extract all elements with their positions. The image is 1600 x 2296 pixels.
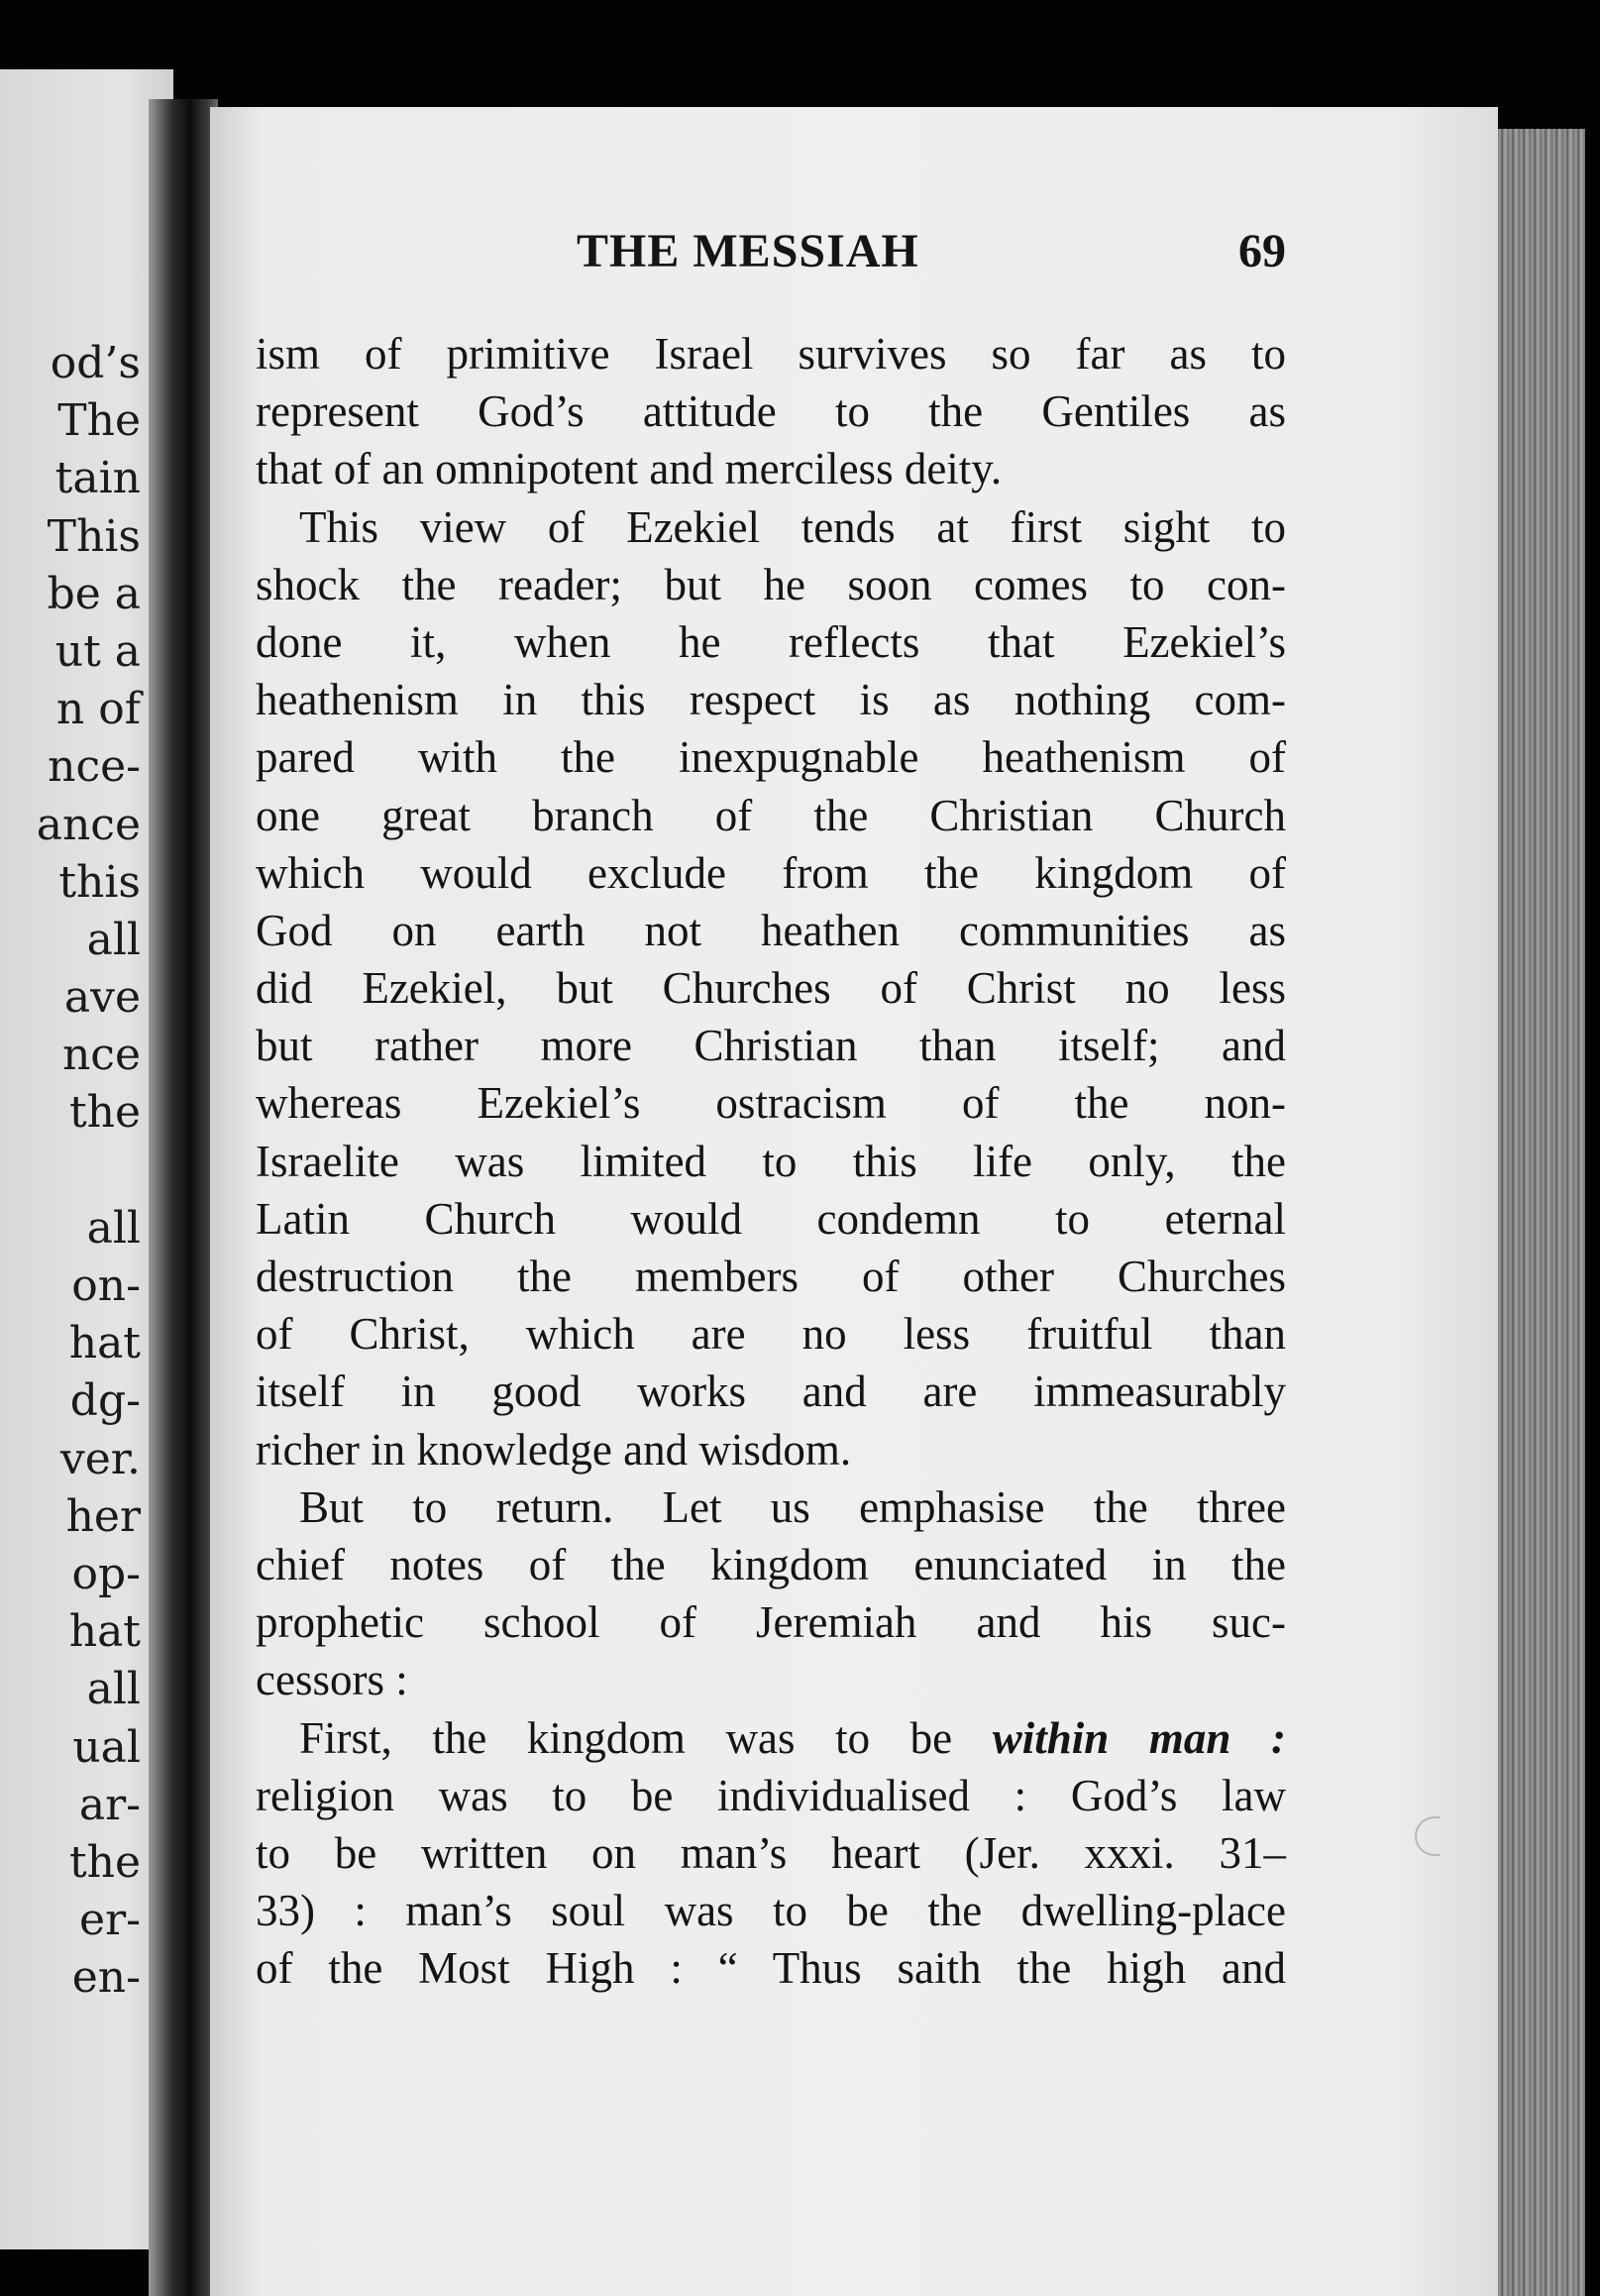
previous-page-line: er-	[79, 1895, 141, 1946]
text-line: Latin Church would condemn to eternal	[256, 1193, 1286, 1244]
text-line: itself in good works and are immeasurably	[256, 1367, 1286, 1417]
text-line: This view of Ezekiel tends at first sight to	[299, 501, 1286, 552]
previous-page-line-ends	[0, 335, 141, 2007]
previous-page-line: tain	[54, 453, 141, 504]
text-line: richer in knowledge and wisdom.	[256, 1424, 852, 1475]
text-line: did Ezekiel, but Churches of Christ no less	[256, 963, 1286, 1014]
page-edges	[1486, 129, 1585, 2296]
page-number: 69	[1238, 225, 1286, 277]
previous-page-line: dg-	[69, 1375, 141, 1427]
previous-page-fragment	[0, 69, 173, 2249]
previous-page-line: en-	[71, 1952, 141, 2004]
previous-page-line: od’s	[50, 338, 141, 388]
previous-page-line: ance	[36, 799, 141, 850]
text-line: represent God’s attitude to the Gentiles as	[256, 386, 1286, 437]
text-line: God on earth not heathen communities as	[256, 905, 1286, 955]
text-line: but rather more Christian than itself; and	[256, 1021, 1286, 1071]
previous-page-line: ual	[72, 1721, 141, 1773]
text-line: whereas Ezekiel’s ostracism of the non-	[256, 1078, 1286, 1129]
text-line: religion was to be individualised : God’s law	[256, 1770, 1286, 1820]
text-line: Israelite was limited to this life only, the	[256, 1136, 1286, 1186]
previous-page-line: ave	[63, 972, 141, 1024]
text-line: pared with the inexpugnable heathenism of	[256, 732, 1286, 783]
emphasized-phrase: within man :	[992, 1712, 1286, 1763]
previous-page-line: This	[47, 510, 141, 562]
previous-page-line: all	[86, 1202, 141, 1254]
text-line: prophetic school of Jeremiah and his suc-	[256, 1597, 1286, 1648]
previous-page-line: ver.	[59, 1433, 141, 1484]
page-header	[210, 224, 1488, 293]
text-line: one great branch of the Christian Church	[256, 790, 1286, 840]
text-line: 33) : man’s soul was to be the dwelling-place	[256, 1886, 1286, 1936]
text-line: destruction the members of other Churches	[256, 1252, 1286, 1301]
page	[210, 107, 1498, 2296]
book-gutter	[149, 99, 218, 2296]
text-line: done it, when he reflects that Ezekiel’s	[256, 616, 1286, 667]
text-line: which would exclude from the kingdom of	[256, 847, 1286, 898]
margin-mark	[1415, 1816, 1440, 1856]
previous-page-line: this	[58, 856, 141, 908]
previous-page-line	[0, 1143, 141, 1200]
text-line: to be written on man’s heart (Jer. xxxi. 31–	[256, 1827, 1286, 1878]
text-line: But to return. Let us emphasise the three	[299, 1481, 1286, 1532]
previous-page-line: the	[68, 1836, 141, 1888]
previous-page-line: nce-	[48, 741, 141, 793]
text-line: shock the reader; but he soon comes to con-	[256, 559, 1286, 609]
text-line: ism of primitive Israel survives so far as to	[256, 329, 1286, 379]
previous-page-line: the	[68, 1087, 141, 1139]
previous-page-line: hat	[68, 1318, 141, 1369]
text-line: that of an omnipotent and merciless deity.	[256, 444, 1003, 494]
previous-page-line: ar-	[78, 1779, 141, 1830]
text-line-lead: First, the kingdom was to be	[299, 1712, 993, 1763]
previous-page-line: op-	[71, 1548, 141, 1599]
previous-page-line: be a	[47, 568, 141, 619]
running-head: THE MESSIAH	[577, 225, 919, 277]
text-line: of the Most High : “ Thus saith the high and	[256, 1943, 1286, 1994]
previous-page-line: all	[86, 1664, 141, 1715]
previous-page-line: all	[86, 914, 141, 965]
previous-page-line: ut a	[54, 625, 141, 677]
previous-page-line: hat	[68, 1606, 141, 1658]
previous-page-line: her	[65, 1490, 141, 1542]
text-line: of Christ, which are no less fruitful than	[256, 1309, 1286, 1360]
previous-page-line: on-	[71, 1260, 141, 1311]
previous-page-line: The	[57, 395, 141, 447]
body-text	[256, 325, 1286, 1997]
previous-page-line: n of	[55, 684, 141, 735]
previous-page-line: nce	[61, 1030, 141, 1081]
text-line: chief notes of the kingdom enunciated in the	[256, 1539, 1286, 1589]
text-line: cessors :	[256, 1655, 408, 1705]
text-line: heathenism in this respect is as nothing com-	[256, 675, 1286, 725]
text-line	[256, 1709, 1286, 1767]
